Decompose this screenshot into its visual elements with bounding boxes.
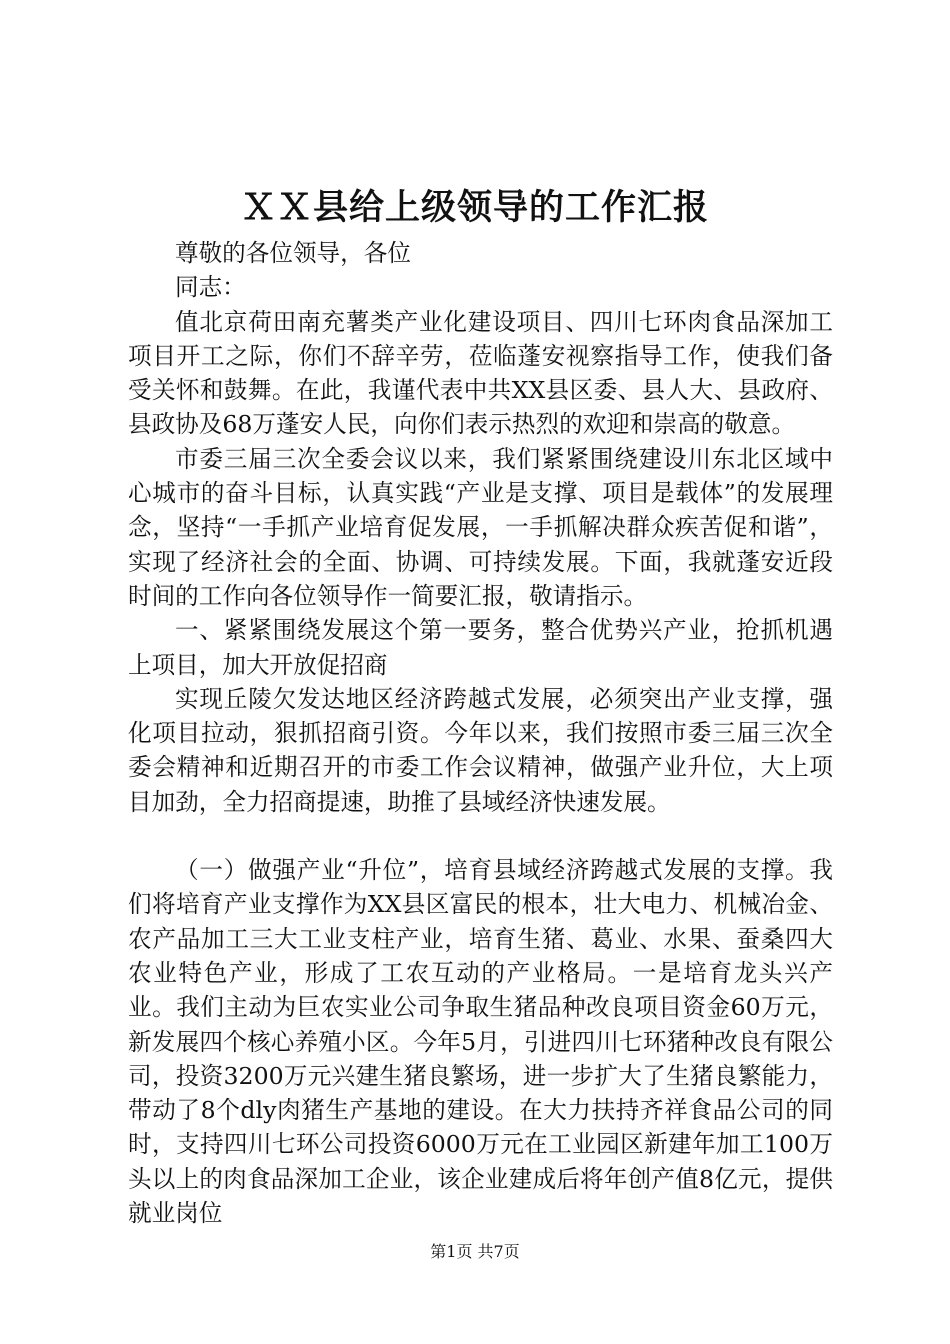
document-body — [128, 236, 833, 1230]
page-footer: 第1页 共7页 — [430, 1242, 520, 1261]
body-paragraph: 市委三届三次全委会议以来，我们紧紧围绕建设川东北区域中心城市的奋斗目标，认真实践“产业是支撑、项目是载体”的发展理念，坚持“一手抓产业培育促发展，一手抓解决群众疾苦促和谐”，实现了经济社会的全面、协调、可持续发展。下面，我就蓬安近段时间的工作向各位领导作一简要汇报，敬请指示。 — [128, 444, 833, 610]
salutation-line: 尊敬的各位领导，各位 — [175, 239, 411, 267]
body-paragraph: 值北京荷田南充薯类产业化建设项目、四川七环肉食品深加工项目开工之际，你们不辞辛劳，莅临蓬安视察指导工作，使我们备受关怀和鼓舞。在此，我谨代表中共XX县区委、县人大、县政府、县政协及68万蓬安人民，向你们表示热烈的欢迎和崇高的敬意。 — [128, 307, 833, 439]
section-heading: 一、紧紧围绕发展这个第一要务，整合优势兴产业，抢抓机遇上项目，加大开放促招商 — [128, 616, 833, 679]
document-title: ＸＸ县给上级领导的工作汇报 — [240, 187, 709, 228]
salutation-line: 同志： — [175, 273, 246, 302]
body-paragraph: （一）做强产业“升位”，培育县域经济跨越式发展的支撑。我们将培育产业支撑作为XX县区富民的根本，壮大电力、机械冶金、农产品加工三大工业支柱产业，培育生猪、葛业、水果、蚕桑四大农业特色产业，形成了工农互动的产业格局。一是培育龙头兴产业。我们主动为巨农实业公司争取生猪品种改良项目资金60万元，新发展四个核心养殖小区。今年5月，引进四川七环猪种改良有限公司，投资3200万元兴建生猪良繁场，进一步扩大了生猪良繁能力，带动了8个dly肉猪生产基地的建设。在大力扶持齐祥食品公司的同时，支持四川七环公司投资6000万元在工业园区新建年加工100万头以上的肉食品深加工企业，该企业建成后将年创产值8亿元，提供就业岗位 — [128, 856, 833, 1228]
body-paragraph: 实现丘陵欠发达地区经济跨越式发展，必须突出产业支撑，强化项目拉动，狠抓招商引资。今年以来，我们按照市委三届三次全委会精神和近期召开的市委工作会议精神，做强产业升位，大上项目加劲，全力招商提速，助推了县域经济快速发展。 — [128, 684, 833, 816]
